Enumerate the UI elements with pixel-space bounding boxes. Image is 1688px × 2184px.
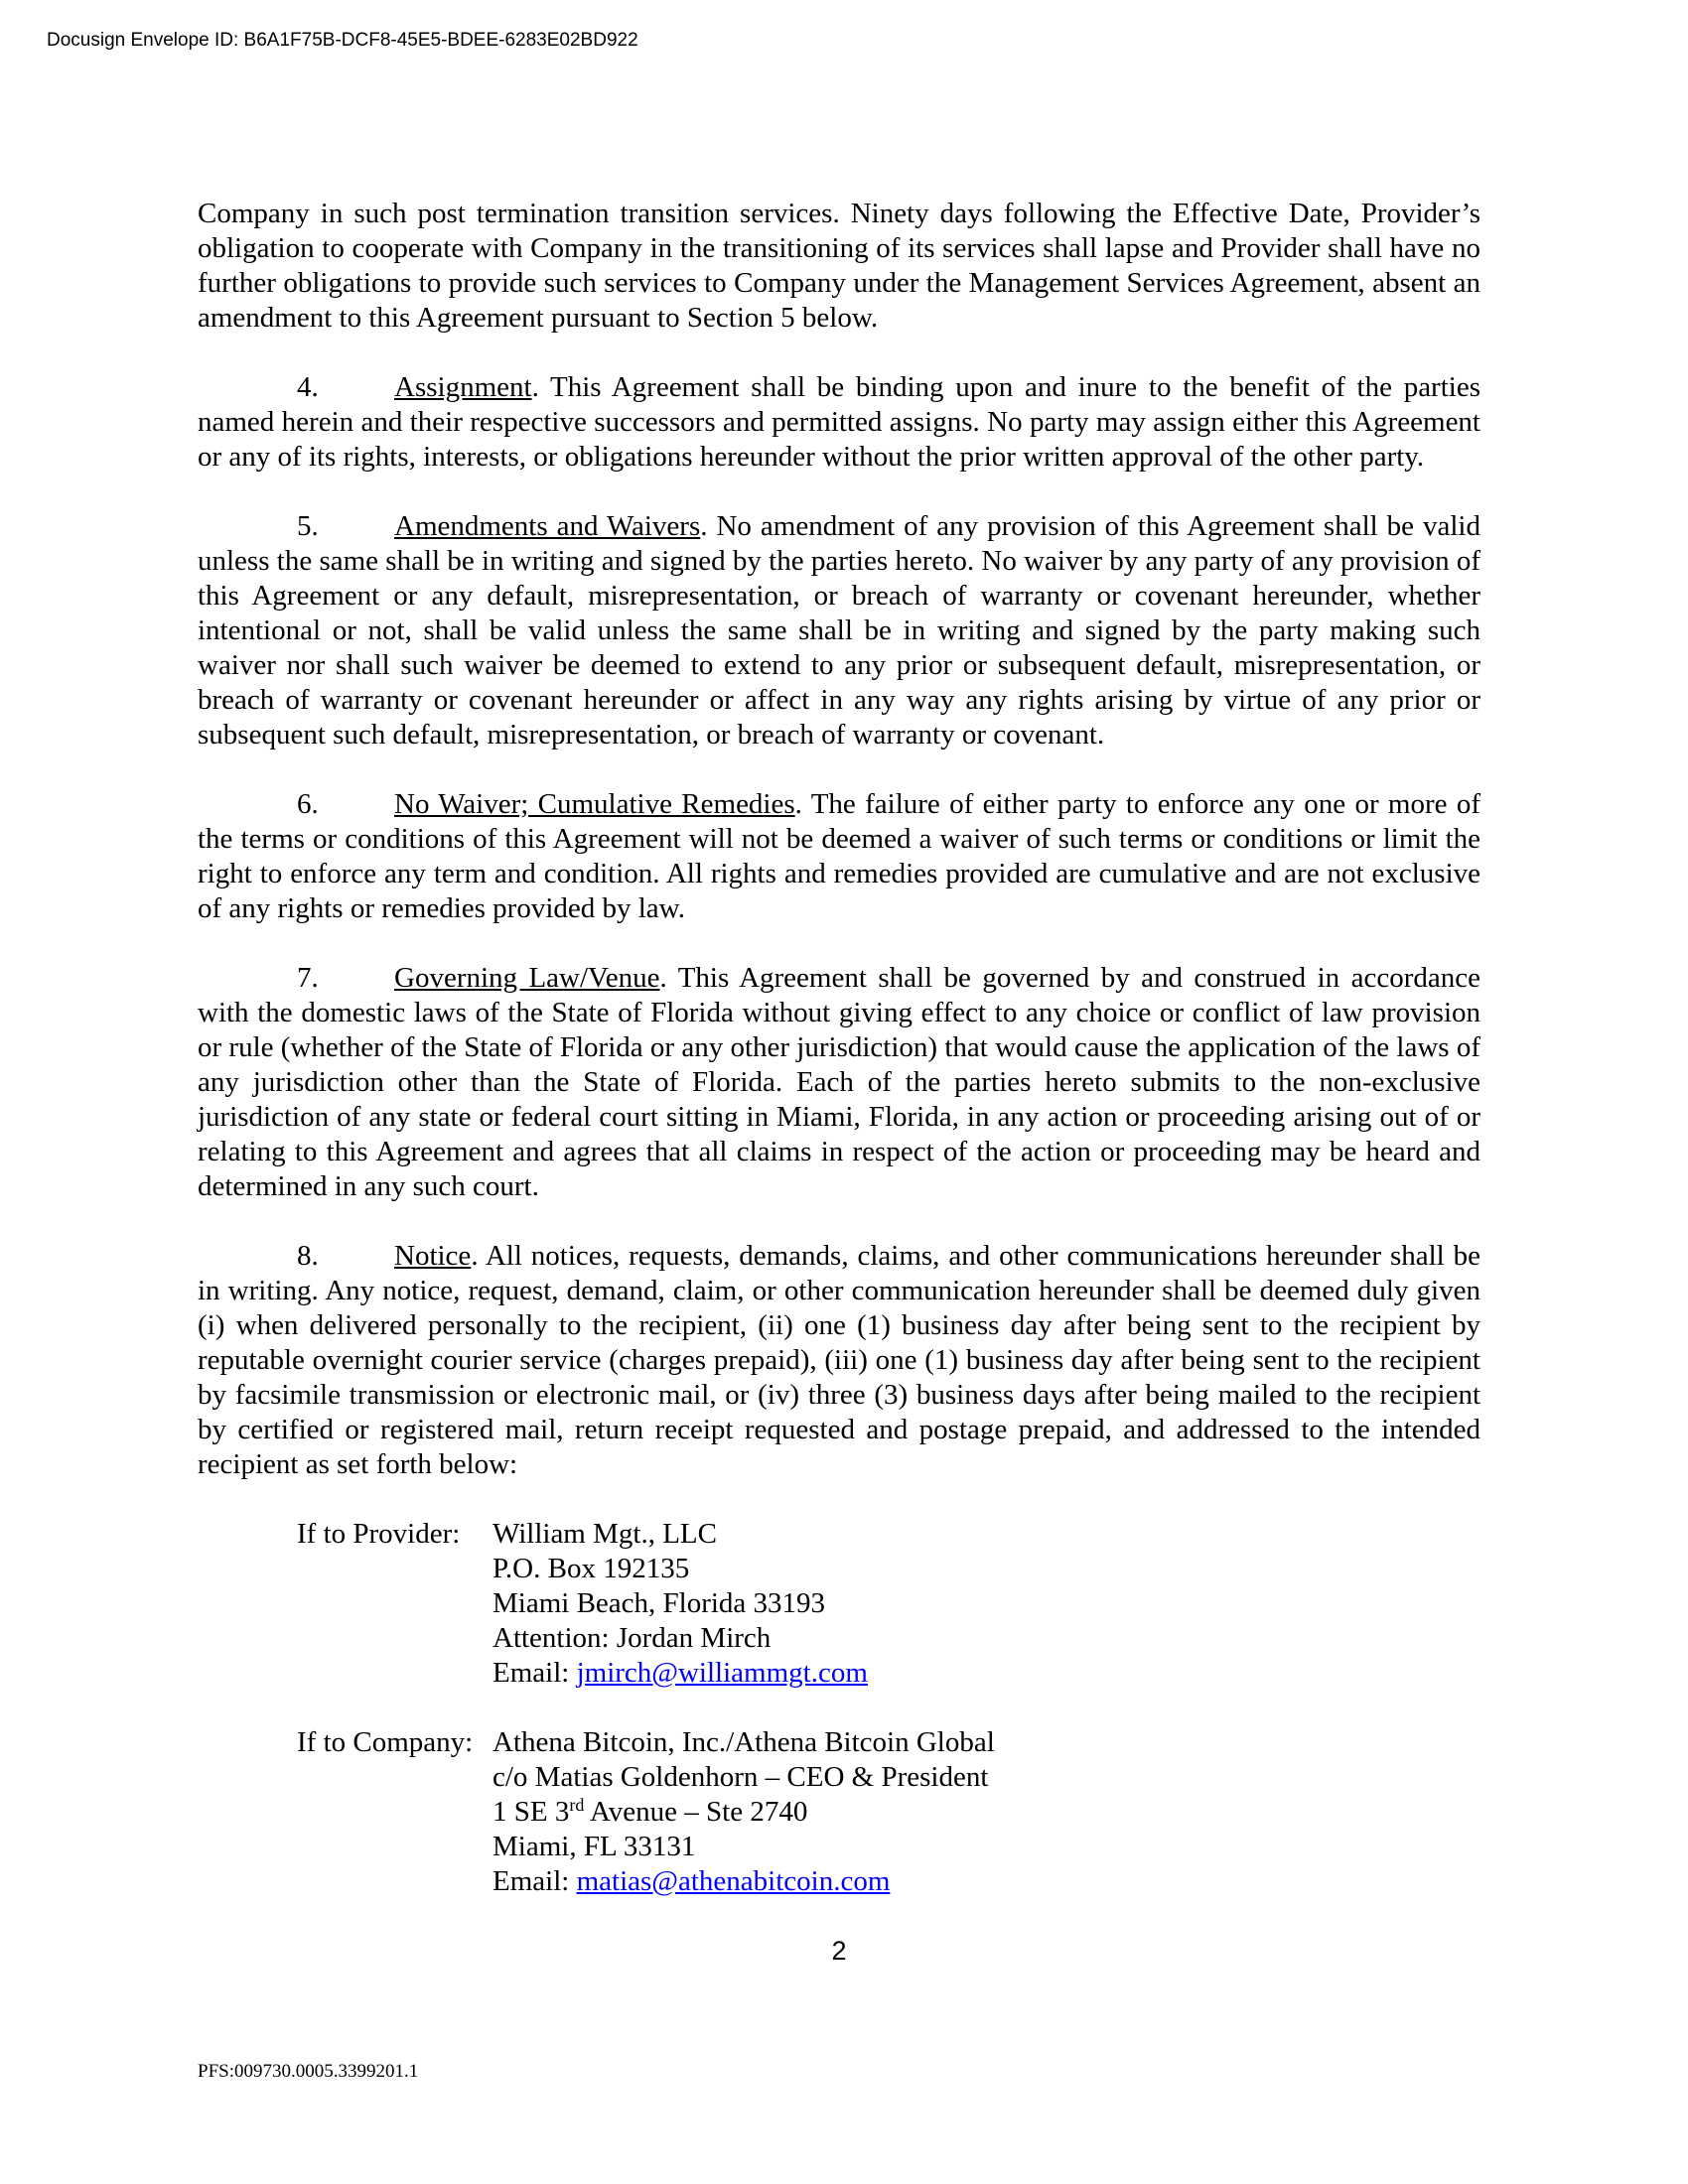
company-label: If to Company: <box>297 1726 474 1758</box>
section-number: 8. <box>297 1240 319 1272</box>
street-rest: Avenue – Ste 2740 <box>584 1796 808 1828</box>
provider-address-lines <box>492 1517 868 1691</box>
provider-email-line <box>492 1656 868 1691</box>
section-text: . This Agreement shall be governed by and construed in accordance with the domestic laws of the State of Florida without giving effect to any choice or conflict of law provision or rule (whether of the State of Florida or any other jurisdiction) that would cause the application of the laws of any jurisdiction other than the State of Florida. Each of the parties hereto submits to the non-exclusive jurisdiction of any state or federal court sitting in Miami, Florida, in any action or proceeding arising out of or relating to this Agreement and agrees that all claims in respect of the action or proceeding may be heard and determined in any such court. <box>198 962 1480 1202</box>
provider-address-block <box>198 1517 1480 1691</box>
section-heading: Governing Law/Venue <box>394 962 660 994</box>
provider-name: William Mgt., LLC <box>492 1518 717 1550</box>
section-heading: Notice <box>394 1240 472 1272</box>
docusign-envelope-id: Docusign Envelope ID: B6A1F75B-DCF8-45E5-BDEE-6283E02BD922 <box>47 30 638 51</box>
provider-attention: Attention: Jordan Mirch <box>492 1622 772 1654</box>
document-reference-footer: PFS:009730.0005.3399201.1 <box>198 2061 419 2082</box>
section-heading: Assignment <box>394 371 532 403</box>
company-address-block <box>198 1725 1480 1899</box>
section-6-no-waiver <box>198 787 1480 926</box>
section-heading: Amendments and Waivers <box>394 510 701 542</box>
provider-label: If to Provider: <box>297 1518 461 1550</box>
company-email-link[interactable]: matias@athenabitcoin.com <box>576 1865 891 1897</box>
section-number: 4. <box>297 371 319 403</box>
provider-po-box: P.O. Box 192135 <box>492 1553 690 1584</box>
section-number: 5. <box>297 510 319 542</box>
email-label: Email: <box>492 1657 577 1689</box>
company-city: Miami, FL 33131 <box>492 1831 696 1862</box>
company-name: Athena Bitcoin, Inc./Athena Bitcoin Global <box>492 1726 995 1758</box>
company-address-lines <box>492 1725 995 1899</box>
company-street <box>492 1795 995 1830</box>
section-7-governing-law <box>198 961 1480 1204</box>
section-number: 7. <box>297 962 319 994</box>
company-email-line <box>492 1864 995 1899</box>
section-8-notice <box>198 1239 1480 1482</box>
section-4-assignment <box>198 370 1480 475</box>
provider-email-link[interactable]: jmirch@williammgt.com <box>576 1657 868 1689</box>
section-heading: No Waiver; Cumulative Remedies <box>394 788 795 820</box>
section-5-amendments <box>198 509 1480 752</box>
page-number: 2 <box>831 1936 847 1966</box>
email-label: Email: <box>492 1865 577 1897</box>
section-text: . All notices, requests, demands, claims, and other communications hereunder shall be in writing. Any notice, request, demand, claim, or other communication hereunder shall be deemed duly given (i) when delivered personally to the recipient, (ii) one (1) business day after being sent to the recipient by reputable overnight courier service (charges prepaid), (iii) one (1) business day after being sent to the recipient by facsimile transmission or electronic mail, or (iv) three (3) business days after being mailed to the recipient by certified or registered mail, return receipt requested and postage prepaid, and addressed to the intended recipient as set forth below: <box>198 1240 1480 1480</box>
street-number: 1 SE 3 <box>492 1796 570 1828</box>
ordinal-suffix: rd <box>569 1795 585 1815</box>
document-body <box>198 197 1480 1934</box>
section-text: . No amendment of any provision of this Agreement shall be valid unless the same shall be in writing and signed by the parties hereto. No waiver by any party of any provision of this Agreement or any default, misrepresentation, or breach of warranty or covenant hereunder, whether intentional or not, shall be valid unless the same shall be in writing and signed by the party making such waiver nor shall such waiver be deemed to extend to any prior or subsequent default, misrepresentation, or breach of warranty or covenant hereunder or affect in any way any rights arising by virtue of any prior or subsequent such default, misrepresentation, or breach of warranty or covenant. <box>198 510 1480 751</box>
continuation-paragraph: Company in such post termination transition services. Ninety days following the Effective Date, Provider’s obligation to cooperate with Company in the transitioning of its services shall lapse and Provider shall have no further obligations to provide such services to Company under the Management Services Agreement, absent an amendment to this Agreement pursuant to Section 5 below. <box>198 198 1480 334</box>
provider-city: Miami Beach, Florida 33193 <box>492 1587 826 1619</box>
section-text: . The failure of either party to enforce any one or more of the terms or conditions of this Agreement will not be deemed a waiver of such terms or conditions or limit the right to enforce any term and condition. All rights and remedies provided are cumulative and are not exclusive of any rights or remedies provided by law. <box>198 788 1481 924</box>
company-care-of: c/o Matias Goldenhorn – CEO & President <box>492 1761 989 1793</box>
section-number: 6. <box>297 788 319 820</box>
section-text: . This Agreement shall be binding upon and inure to the benefit of the parties named herein and their respective successors and permitted assigns. No party may assign either this Agreement or any of its rights, interests, or obligations hereunder without the prior written approval of the other party. <box>198 371 1480 473</box>
